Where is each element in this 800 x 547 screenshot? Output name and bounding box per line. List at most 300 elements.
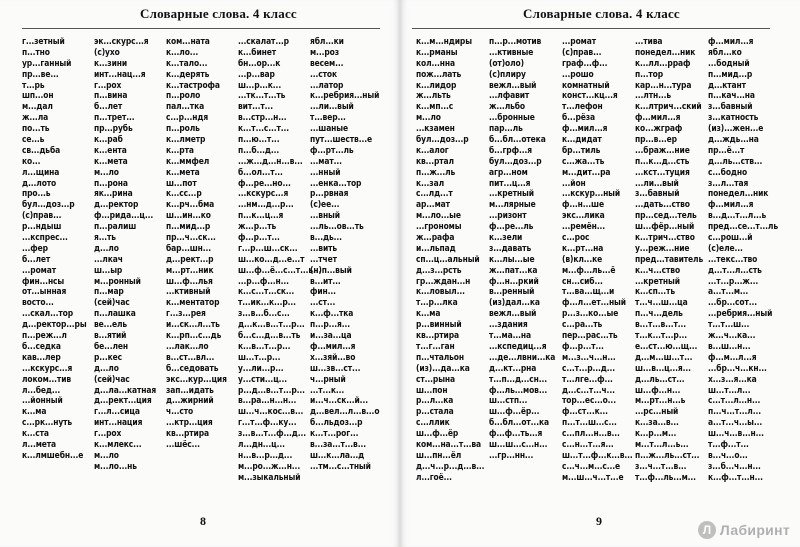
dictionary-word: ар...мат [416,199,450,210]
dictionary-word: с...т...р...д... [562,362,616,373]
dictionary-word: д...з...рсть [416,264,462,275]
dictionary-word: б...ол...т... [238,166,283,177]
dictionary-word: ф...ст...к... [562,406,608,417]
dictionary-word: п...лашка [94,308,136,319]
page-title: Словарные слова. 4 класс [140,6,297,21]
dictionary-word: экс...лика [562,210,605,221]
dictionary-word: р...л...ка [416,395,454,406]
dictionary-word: ...вный [310,210,340,221]
dictionary-word: п...реж...л [22,330,67,341]
dictionary-word: се...ь [22,134,45,145]
dictionary-word: т...лефон [562,101,603,112]
dictionary-word: к...ма [22,406,47,417]
dictionary-word: ...р...вар [238,68,275,79]
dictionary-word: ур...ганный [22,57,72,68]
dictionary-word: в...за...т...в... [310,438,367,449]
dictionary-word: ...тм...с...тный [310,460,371,471]
dictionary-word: п...ж...ль...ст... [635,449,700,460]
dictionary-word: по...ть [22,123,50,134]
dictionary-word: п...р...мотив [489,36,542,46]
dictionary-word: бе...лен [94,340,129,351]
dictionary-word: в...дь... [310,232,342,243]
dictionary-word: к...мета [166,166,200,177]
dictionary-word: т...ма...на [489,330,531,341]
dictionary-word: (с)ее... [310,199,340,210]
watermark-text: Лабиринт [719,522,790,538]
dictionary-word: ...ж...д...н...в... [238,155,303,166]
dictionary-word: бр...тиль [562,144,601,155]
dictionary-word: п...ралиш [94,221,137,232]
dictionary-word: п...б...д... [238,144,280,155]
dictionary-word: и...ч...ск...й... [310,395,368,406]
dictionary-word: с...н...т...я... [562,438,614,449]
dictionary-word: т...р...лка [416,297,458,308]
dictionary-word: г...зетный [22,36,65,46]
dictionary-word: сп...ц...альный [416,253,480,264]
dictionary-word: з...в...т...ф...д... [238,428,307,439]
dictionary-word: к...т...рог... [310,428,359,439]
dictionary-word: пр...в...ер [635,134,677,145]
word-column [635,36,708,483]
dictionary-word: м...ро...ж...н... [238,460,301,471]
dictionary-word: п...ю...т... [238,134,280,145]
dictionary-word: ...де...лвни...ка [489,351,556,362]
dictionary-word: шп...он [22,90,54,101]
dictionary-word: д...рект...ция [94,395,152,406]
dictionary-word: м...дал [22,101,53,112]
dictionary-word: к...ребрия...ный [310,90,380,101]
dictionary-word: (из)...жен...е [708,123,764,134]
dictionary-word: я...ть [94,232,116,243]
dictionary-word: н...в...р...д... [238,449,293,460]
dictionary-word: д...ль...ст... [635,373,685,384]
dictionary-word: в...ит... [310,275,341,286]
dictionary-word: к...тастрофа [166,79,220,90]
dictionary-word: и...льпад [416,242,456,253]
dictionary-word: п...тно [22,46,50,57]
dictionary-word: к...зал [416,177,444,188]
header-rule [412,28,770,29]
dictionary-word: т...п...д...сн... [489,373,547,384]
dictionary-word: (н)п...вый [310,264,352,275]
dictionary-word: к...рч...бма [166,199,215,210]
dictionary-word: п...чтальон [416,351,464,362]
word-column [310,36,382,483]
dictionary-word: бул...доз...р [489,155,542,166]
dictionary-word: ...ребрия...ный [708,308,773,319]
dictionary-word: пут...шеств...е [310,134,372,145]
dictionary-word: в...ятий [94,330,127,341]
word-column [489,36,562,483]
dictionary-word: сн...сиб... [562,275,603,286]
dictionary-word: м...роз [310,46,339,57]
dictionary-word: ш...р...к... [238,79,282,90]
word-column [238,36,322,483]
dictionary-word: ...ль...ов...ть [310,221,364,232]
dictionary-word: г...з...рея [166,308,206,319]
dictionary-word: пред...тавитель [635,253,704,264]
dictionary-word: (от)оло) [489,57,524,68]
dictionary-word: ...кскурс...я [238,188,289,199]
dictionary-word: б...с...д...в...ть [238,330,301,341]
dictionary-word: с...жа...ть [562,155,605,166]
dictionary-word: ж...льбо [489,101,526,112]
dictionary-word: к...рманы [416,46,458,57]
dictionary-word: к...ммфел [166,155,210,166]
dictionary-word: ...ктивный [166,286,211,297]
dictionary-word: ...р...ф...н... [238,275,289,286]
dictionary-word: а...т...м... [708,286,749,297]
dictionary-word: ...текс...тво [708,253,758,264]
dictionary-word: ф...ф...ть...я [489,428,543,439]
dictionary-word: ...ризонт [489,210,527,221]
dictionary-word: у...реж...ние [635,242,690,253]
dictionary-word: к...ста [22,428,49,439]
dictionary-word: п...мид...р [166,221,211,232]
dictionary-word: бул...доз...р [22,199,75,210]
dictionary-word: м...з...ч...н... [562,351,616,362]
dictionary-word: в...т...в...т... [635,319,687,330]
dictionary-word: к...в...т...р... [238,340,291,351]
dictionary-word: ...ромат [562,36,596,46]
dictionary-word: понедел...ник [708,188,769,199]
dictionary-word: агр...ном [489,166,528,177]
dictionary-word: кв...ртира [416,330,459,341]
dictionary-word: ...ктр...ция [166,417,213,428]
dictionary-word: к...дерять [166,68,210,79]
dictionary-word: ...грономы [416,221,462,232]
dictionary-word: ...дать...ство [635,199,690,210]
dictionary-word: (с)прав... [22,210,62,221]
dictionary-word: ...ктивные [489,46,534,57]
dictionary-word: к...мета [94,155,128,166]
dictionary-word: п...к...д...сть [635,155,690,166]
dictionary-word: к...рт...на [562,242,604,253]
dictionary-word: бул...доз...р [416,134,469,145]
dictionary-word: б...седовать [166,362,219,373]
dictionary-word: л...бед... [22,384,61,395]
dictionary-word: п...ч...дель [635,308,683,319]
word-column [708,36,781,483]
dictionary-word: п...тор [635,68,664,79]
dictionary-word: м...ло [94,449,119,460]
dictionary-word: п...к...ц...я [238,210,284,221]
dictionary-word: л...гоё... [416,471,452,482]
dictionary-word: к...ловыл... [416,286,465,297]
dictionary-word: ...здания [489,319,528,330]
dictionary-word: к...сс...р [166,188,202,199]
dictionary-word: д...рект...р [166,253,214,264]
dictionary-word: ...т...к... [310,384,345,395]
dictionary-word: с...лд...т [416,188,453,199]
dictionary-word: з...б...ч...н... [708,460,761,471]
dictionary-word: к...ма [416,308,441,319]
dictionary-word: к...мп...с [416,101,454,112]
dictionary-word: и...ск...л...ть [166,319,220,330]
dictionary-word: ...скалат...р [238,36,289,46]
dictionary-word: ...кскурс...я [22,362,73,373]
dictionary-word: с...р...ндя [166,112,209,123]
dictionary-word: ч...сто [166,406,194,417]
dictionary-word: д...ль...ств... [708,155,763,166]
dictionary-word: г...рох [94,428,122,439]
dictionary-word: в...ра...н...н... [238,395,297,406]
dictionary-word: бн...ор...к [238,57,281,68]
dictionary-word: р...кес [94,351,122,362]
dictionary-word: т...т...ш... [708,319,750,330]
dictionary-word: ...тива [635,36,663,46]
dictionary-word: д...лото [22,177,57,188]
dictionary-word: ш...т...р... [238,351,281,362]
dictionary-word: ...ромат [22,264,56,275]
word-column [166,36,238,483]
word-column [562,36,635,483]
dictionary-word: к...раб [94,134,123,145]
dictionary-word: д...жирний [166,395,214,406]
dictionary-word: р...з...ко...ые [562,308,619,319]
dictionary-word: с...рос [562,232,590,243]
dictionary-word: п...ж...ль [416,166,456,177]
dictionary-word: вит...т... [238,101,273,112]
dictionary-word: пож...лать [416,68,462,79]
dictionary-word: инт...нац...я [94,68,146,79]
dictionary-word: м...рт...ник [166,264,214,275]
dictionary-word: г...р...ш...ск... [238,242,298,253]
dictionary-word: ...ли...вый [310,101,354,112]
dictionary-word: з...в...б...с... [238,308,290,319]
dictionary-word: д...ло [94,362,119,373]
dictionary-word: т...рь [22,79,45,90]
dictionary-word: к...зели [489,232,523,243]
dictionary-word: е...ст...ю...щ... [635,340,698,351]
dictionary-word: вежл...вый [489,308,537,319]
dictionary-word: т...г...ган [416,340,455,351]
dictionary-word: к...ента [94,144,127,155]
dictionary-word: зап...идать [166,384,214,395]
page-number: 8 [200,514,206,528]
dictionary-word: локом...тив [22,373,72,384]
dictionary-word: (с)плиру [489,68,526,79]
dictionary-word: ш...пн...ёл [416,449,462,460]
dictionary-word: кв...ртира [166,428,209,439]
dictionary-word: ф...ль...мов... [489,384,548,395]
dictionary-word: (в)кл...ке [562,253,603,264]
dictionary-word: ...бр...сот... [708,297,758,308]
dictionary-word: ш...ко...д...е...т [238,253,305,264]
dictionary-word: в...ч...о... [708,449,748,460]
dictionary-word: ...ст... [310,297,336,308]
dictionary-word: ф...ре...но... [238,177,291,188]
dictionary-word: д...кт...рна [489,362,537,373]
dictionary-word: к...рп...с...дь [166,330,222,341]
dictionary-word: с...т...л...н... [708,395,761,406]
dictionary-word: пар...ль [489,123,523,134]
dictionary-word: ком...на...т...ва [416,438,482,449]
dictionary-word: с...рош...й [708,232,753,243]
dictionary-word: ...енка...тор [310,177,362,188]
dictionary-word: т...ва...щ...и [562,286,615,297]
right-page [400,0,800,547]
dictionary-word: л...щина [22,166,60,177]
dictionary-word: ф...м...л...я [708,351,757,362]
dictionary-word: б...грф...я [489,144,532,155]
dictionary-word: р...рвная [310,188,349,199]
dictionary-word: т...ф...ль...м... [635,471,696,482]
dictionary-word: (сей)час [94,373,130,384]
dictionary-word: к...р...м... [635,428,677,439]
dictionary-word: ...лфавит [489,90,530,101]
dictionary-word: з...л...тая [708,177,749,188]
dictionary-word: д...ждь...на [708,134,759,145]
dictionary-word: ш...ч...кос...в... [238,406,304,417]
dictionary-word: т...ч...ш...ца [635,297,688,308]
dictionary-word: ж...ч...ка... [708,330,756,341]
dictionary-word: (с)прав... [562,46,602,57]
word-columns [416,36,781,483]
dictionary-word: х...зяй...во [310,351,356,362]
word-columns [22,36,382,483]
dictionary-word: б...седка [22,340,61,351]
dictionary-word: пр...рубь [94,123,133,134]
dictionary-word: з...бавный [635,188,680,199]
dictionary-word: ш...к...ла...д [310,449,365,460]
dictionary-word: ...браж...ние [635,144,690,155]
dictionary-word: ш...ф...ёр... [489,406,540,417]
dictionary-word: п...т...ш...с... [562,417,617,428]
dictionary-word: м...лярные [489,199,536,210]
dictionary-word: ...шаные [310,123,349,134]
dictionary-word: к...млекс... [94,438,142,449]
dictionary-word: м...ло [416,112,441,123]
dictionary-word: т...ик...к...р... [238,297,296,308]
dictionary-word: з...бавный [708,101,753,112]
dictionary-word: г...л...сица [94,406,140,417]
dictionary-word: в...ш...н... [708,340,751,351]
dictionary-word: а...т...ч...ы... [708,417,763,428]
dictionary-word: м...дит...ра [562,166,611,177]
dictionary-word: к...зини [94,57,128,68]
dictionary-word: в...стр...н... [238,112,287,123]
dictionary-word: ...кретный [489,188,534,199]
dictionary-word: б...рёза [562,112,596,123]
dictionary-word: кар...н...тура [635,79,692,90]
dictionary-word: д...ла...катная [94,384,157,395]
dictionary-word: ...йон [562,177,586,188]
dictionary-word: м...рт...н...ь [635,395,686,406]
dictionary-word: д...т...л...сть [708,264,762,275]
dictionary-word: ...кст...туция [635,166,690,177]
dictionary-word: ...латор [310,79,344,90]
dictionary-word: к...лмшебн...е [22,449,84,460]
dictionary-word: пер...рас...ть [562,330,618,341]
dictionary-word: (из)...да...ка [416,362,470,373]
dictionary-word: к...рта [166,144,194,155]
dictionary-word: к...лтрич...ский [635,101,702,112]
dictionary-word: п...кач...на [708,90,755,101]
dictionary-word: кв...ртал [416,155,454,166]
dictionary-word: п...роло [166,90,201,101]
dictionary-word: ф...рида...ц... [94,210,154,221]
dictionary-word: у...ли...р... [238,362,284,373]
dictionary-word: вежл...вый [489,79,537,90]
dictionary-word: кол...нна [416,57,455,68]
dictionary-word: д...ло [94,242,119,253]
dictionary-word: м...ронный [94,275,141,286]
dictionary-word: к...трич...ство [635,232,695,243]
dictionary-word: ш...ыр [94,264,123,275]
dictionary-word: ...кспедиц...я [489,340,547,351]
dictionary-word: ...тчет [310,253,337,264]
dictionary-word: ...вить [310,242,338,253]
dictionary-word: ...гр...нн... [489,449,534,460]
dictionary-word: ябл...ки [310,36,344,46]
dictionary-word: ком...ната [166,36,210,46]
dictionary-word: пр...ве... [22,68,59,79]
dictionary-word: к...за...в... [635,417,679,428]
dictionary-word: м...т...л...ь... [635,438,689,449]
dictionary-word: т...к...т...р... [635,330,687,341]
dictionary-word: (с)ухо [94,46,120,57]
dictionary-word: к...ло... [166,46,199,57]
dictionary-word: к...дидат [562,134,602,145]
dictionary-word: ...нный [310,166,341,177]
dictionary-word: (из)дал...ка [489,297,540,308]
page-number: 9 [596,514,602,528]
dictionary-word: ко... [22,155,41,166]
dictionary-word: ст...рына [416,373,456,384]
dictionary-word: д...ч...р...д...в... [416,460,485,471]
dictionary-word: пр...сед...тель [635,210,697,221]
dictionary-word: пред...се...т...ль [708,221,778,232]
dictionary-word: ш...ш...с...н... [489,438,548,449]
dictionary-word: к...м...ндиры [416,36,472,46]
dictionary-word: п...р...я... [310,319,351,330]
dictionary-word: м...ф...ль...ё [562,264,616,275]
dictionary-word: инт...нация [94,417,143,428]
dictionary-word: ш...ф...лья [166,275,213,286]
dictionary-word: л...мета [22,438,57,449]
dictionary-word: граф...ф... [562,57,608,68]
dictionary-word: ...нм...д...р... [238,199,294,210]
dictionary-word: у...сти...ц... [238,373,287,384]
dictionary-word: ш...зв...ст... [310,362,361,373]
dictionary-word: пал...тка [166,101,205,112]
dictionary-word: г...рох [94,79,122,90]
dictionary-word: з...ч...т...в... [635,460,687,471]
dictionary-word: к...лы...ые [489,253,535,264]
header-rule [22,28,380,29]
dictionary-word: к...ф...т...н... [708,471,763,482]
dictionary-word: про...ь [22,188,51,199]
dictionary-word: б...льдоз...р [310,417,363,428]
dictionary-word: як...рина [94,188,133,199]
dictionary-word: п...роль [166,123,200,134]
dictionary-word: п...ч...т...л... [708,406,762,417]
dictionary-word: фин...нсы [22,275,65,286]
dictionary-word: ...рс...ный [635,406,679,417]
dictionary-word: св...дьба [22,144,61,155]
dictionary-word: в...д...т...л...ь [708,210,767,221]
dictionary-word: к...с...т...ск... [238,286,295,297]
dictionary-word: ш...пот [166,177,197,188]
dictionary-word: ...ли...вый [635,177,679,188]
dictionary-word: п...мар [94,286,124,297]
dictionary-word: к...т...с...т... [238,123,290,134]
dictionary-word: с...бодно [708,166,748,177]
dictionary-word: (с)еле... [708,242,743,253]
dictionary-word: ф...ре...ль [489,221,534,232]
dictionary-word: с...рк...нуть [22,417,73,428]
